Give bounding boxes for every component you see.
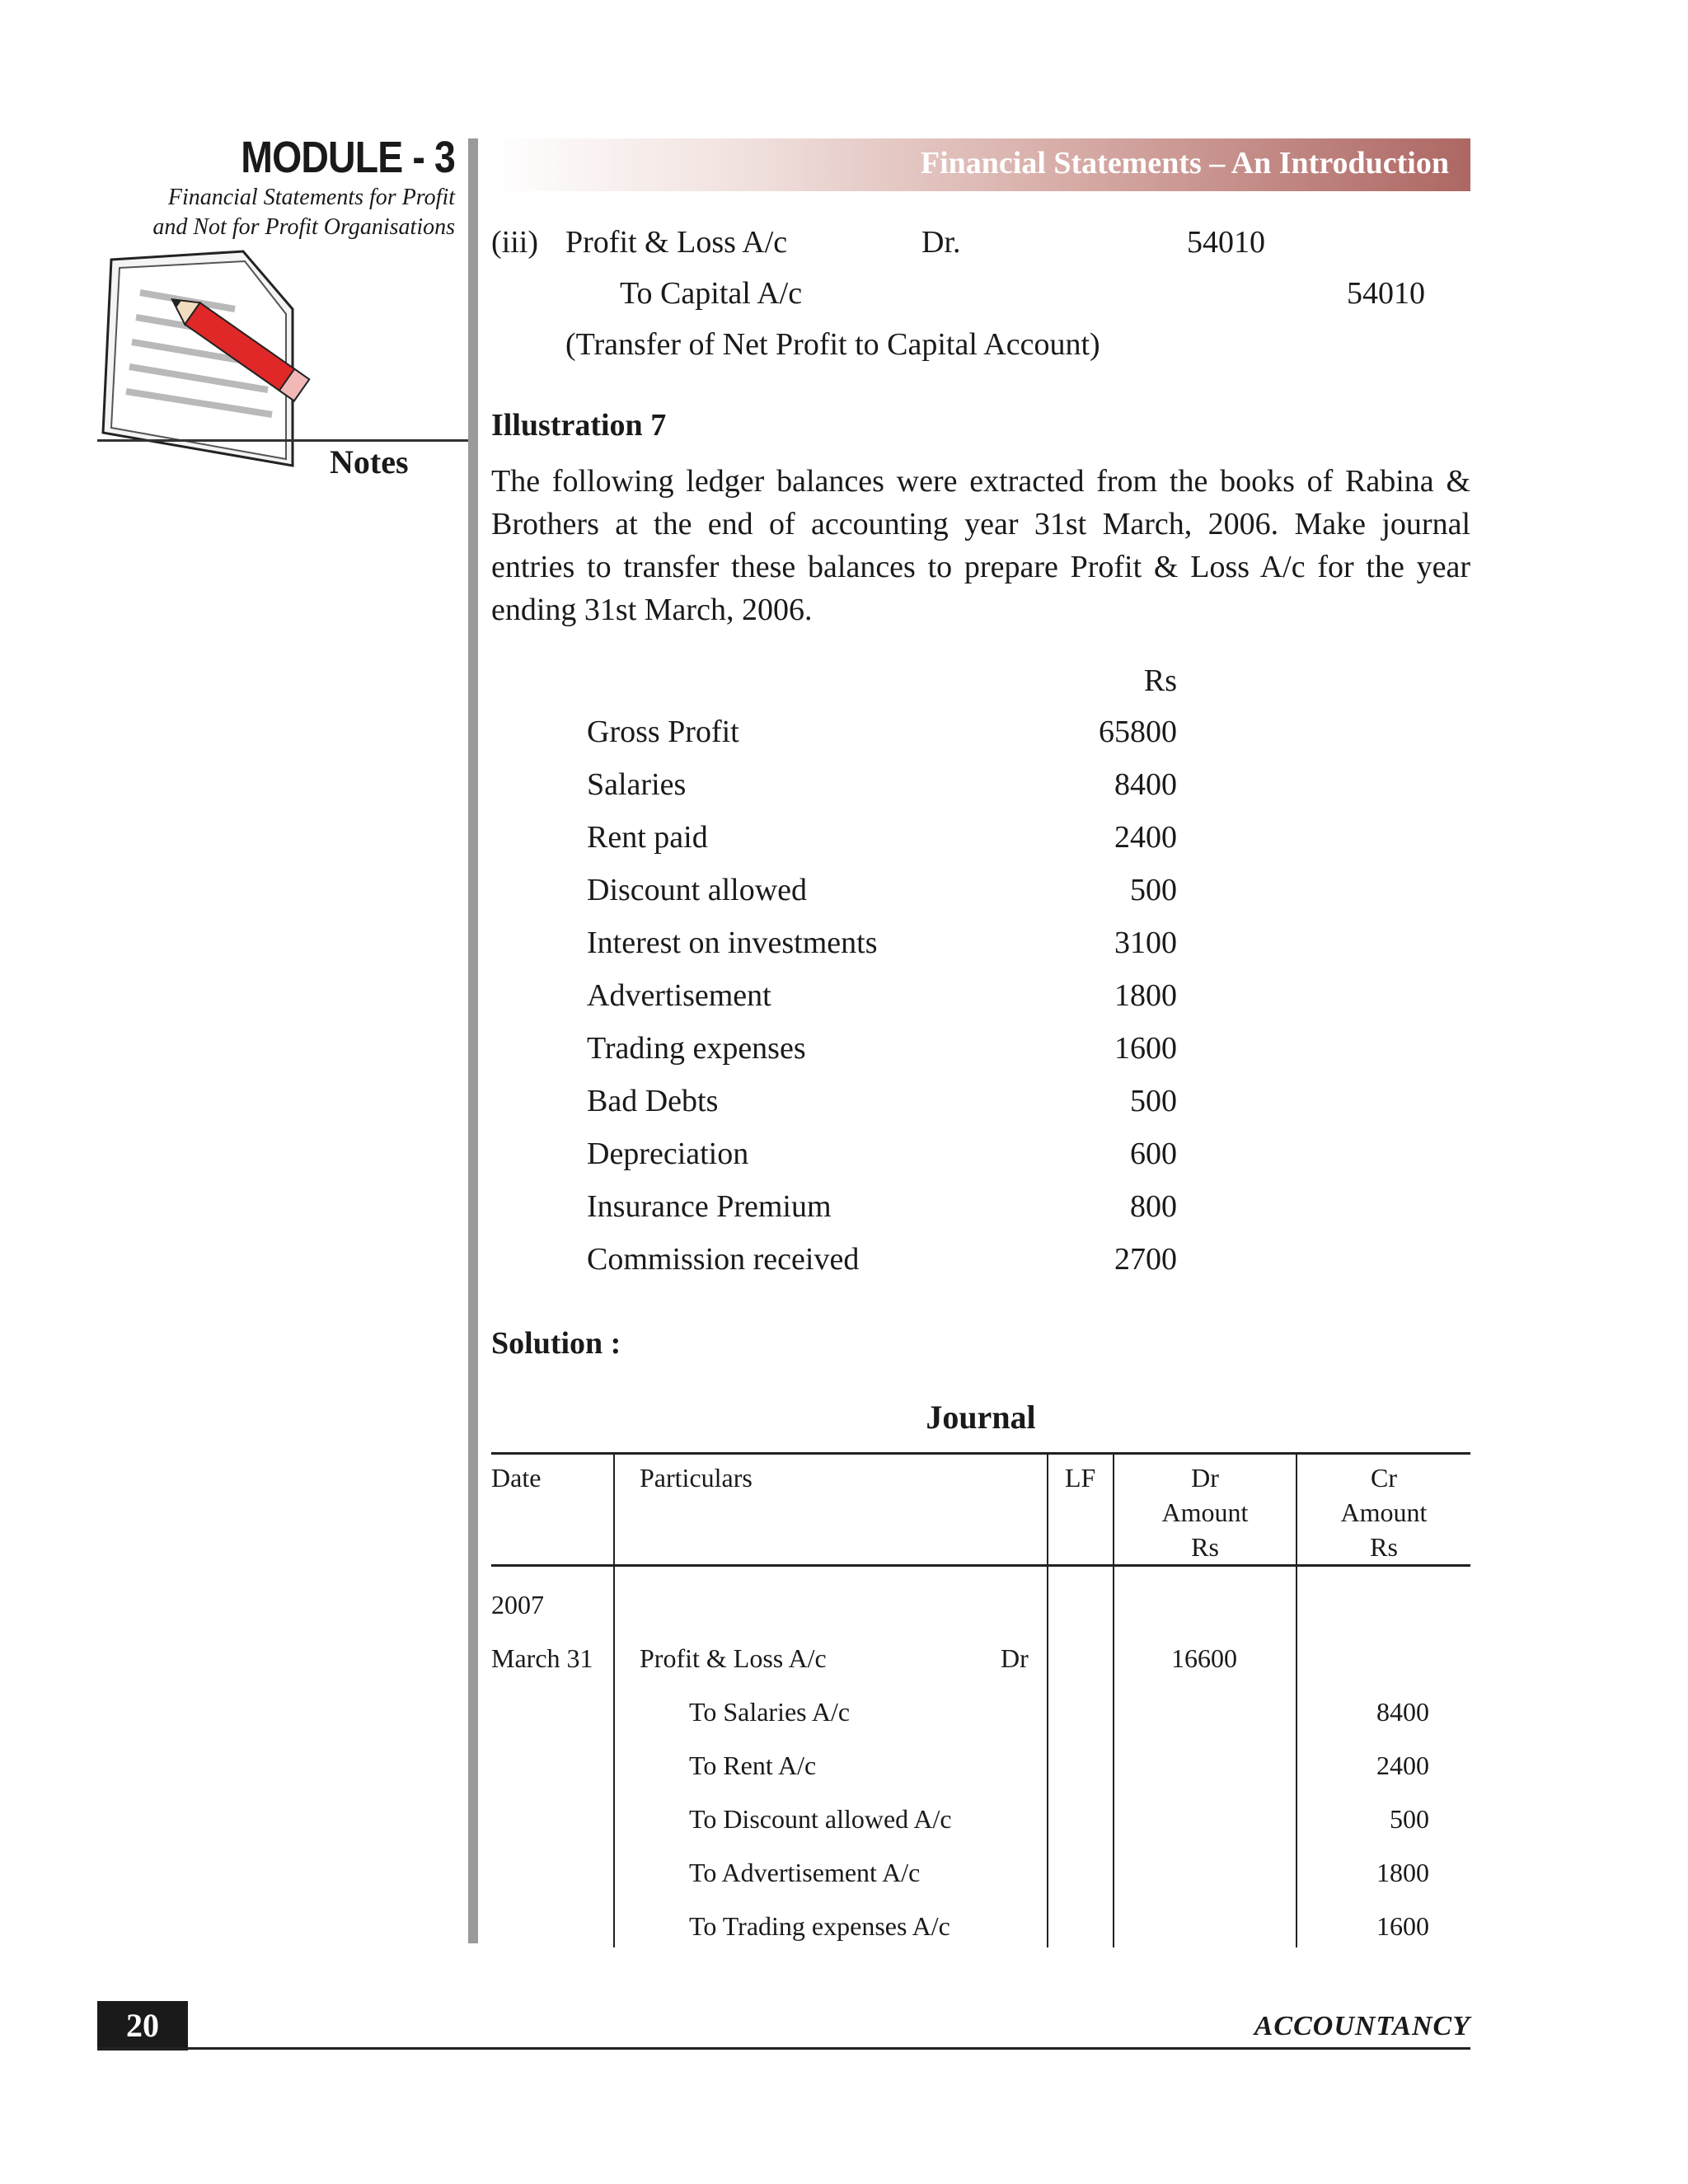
balance-value: 8400 xyxy=(1114,767,1177,802)
entry-credit-account: To Capital A/c xyxy=(620,276,803,311)
balance-value: 800 xyxy=(1130,1189,1177,1224)
journal-col-divider xyxy=(1047,1453,1048,1947)
journal-header-cr-line: Rs xyxy=(1370,1532,1398,1562)
entry-dr: Dr. xyxy=(921,225,961,260)
balance-name: Commission received xyxy=(587,1242,860,1277)
module-subtitle xyxy=(82,183,455,242)
notes-label: Notes xyxy=(330,443,409,480)
balance-value: 500 xyxy=(1130,873,1177,907)
balance-name: Insurance Premium xyxy=(587,1189,832,1224)
balance-value: 500 xyxy=(1130,1084,1177,1118)
journal-credit-amount: 2400 xyxy=(1376,1750,1429,1780)
journal-credit-amount: 1800 xyxy=(1376,1858,1429,1887)
journal-credit-amount: 8400 xyxy=(1376,1697,1429,1727)
balance-name: Depreciation xyxy=(587,1137,749,1171)
journal-credit-amount: 500 xyxy=(1390,1804,1429,1834)
journal-header-rule xyxy=(491,1564,1470,1567)
balance-value: 1600 xyxy=(1114,1031,1177,1066)
balances-currency: Rs xyxy=(1143,663,1177,698)
journal-header-dr-line: Amount xyxy=(1161,1497,1249,1527)
margin-rule xyxy=(468,138,478,1943)
balance-name: Bad Debts xyxy=(587,1084,719,1118)
balance-value: 1800 xyxy=(1114,978,1177,1013)
balance-name: Trading expenses xyxy=(587,1031,806,1066)
balance-name: Rent paid xyxy=(587,820,708,855)
balance-name: Advertisement xyxy=(587,978,771,1013)
illustration-heading: Illustration 7 xyxy=(491,408,667,443)
module-title: MODULE - 3 xyxy=(241,133,455,182)
journal-header-dr-line: Rs xyxy=(1191,1532,1219,1562)
notes-divider xyxy=(97,439,468,442)
module-subtitle-line-2: and Not for Profit Organisations xyxy=(152,214,455,240)
journal-credit-amount: 1600 xyxy=(1376,1911,1429,1941)
journal-year: 2007 xyxy=(491,1590,544,1619)
entry-debit-account: Profit & Loss A/c xyxy=(565,225,788,260)
journal-header-cr xyxy=(1297,1460,1470,1564)
footer-subject: ACCOUNTANCY xyxy=(1254,2011,1470,2041)
balance-value: 2400 xyxy=(1114,820,1177,855)
journal-credit-account: To Salaries A/c xyxy=(689,1697,851,1727)
journal-credit-account: To Trading expenses A/c xyxy=(689,1911,950,1941)
balance-value: 600 xyxy=(1130,1137,1177,1171)
notepad-pencil-icon xyxy=(95,243,367,482)
journal-header-date: Date xyxy=(491,1463,542,1493)
chapter-title: Financial Statements – An Introduction xyxy=(920,146,1449,180)
journal-date: March 31 xyxy=(491,1643,593,1673)
journal-debit-account: Profit & Loss A/c xyxy=(640,1643,827,1673)
journal-header-cr-line: Amount xyxy=(1340,1497,1428,1527)
balance-value: 65800 xyxy=(1099,715,1177,749)
journal-title: Journal xyxy=(926,1399,1036,1436)
module-subtitle-line-1: Financial Statements for Profit xyxy=(167,185,455,210)
journal-header-lf: LF xyxy=(1065,1463,1096,1493)
entry-narration: (Transfer of Net Profit to Capital Account) xyxy=(565,327,1100,362)
journal-header-particulars: Particulars xyxy=(640,1463,753,1493)
balance-name: Salaries xyxy=(587,767,687,802)
entry-credit-amount: 54010 xyxy=(1347,276,1425,311)
balance-name: Interest on investments xyxy=(587,926,878,960)
page-number: 20 xyxy=(97,2001,188,2050)
balance-value: 2700 xyxy=(1114,1242,1177,1277)
chapter-banner xyxy=(491,138,1470,191)
journal-header-cr-line: Cr xyxy=(1371,1463,1397,1493)
illustration-text: The following ledger balances were extracted from the books of Rabina & Brothers at the end of accounting year 31st March, 2006. Make journal entries to transfer these balances to prepare Profit & Loss A/c for the year ending 31st March, 2006. xyxy=(491,464,1470,627)
entry-debit-amount: 54010 xyxy=(1187,225,1265,260)
journal-col-divider xyxy=(613,1453,615,1947)
journal-header-dr-line: Dr xyxy=(1191,1463,1219,1493)
solution-heading: Solution : xyxy=(491,1326,621,1361)
entry-number: (iii) xyxy=(491,225,538,260)
journal-credit-account: To Rent A/c xyxy=(689,1750,817,1780)
journal-credit-account: To Discount allowed A/c xyxy=(689,1804,952,1834)
balance-value: 3100 xyxy=(1114,926,1177,960)
journal-debit-amount: 16600 xyxy=(1171,1643,1237,1673)
journal-top-rule xyxy=(491,1452,1470,1455)
journal-dr-label: Dr xyxy=(1001,1643,1029,1673)
footer-rule xyxy=(97,2047,1470,2050)
journal-header-dr xyxy=(1114,1460,1296,1564)
journal-credit-account: To Advertisement A/c xyxy=(689,1858,921,1887)
balance-name: Discount allowed xyxy=(587,873,808,907)
balance-name: Gross Profit xyxy=(587,715,739,749)
